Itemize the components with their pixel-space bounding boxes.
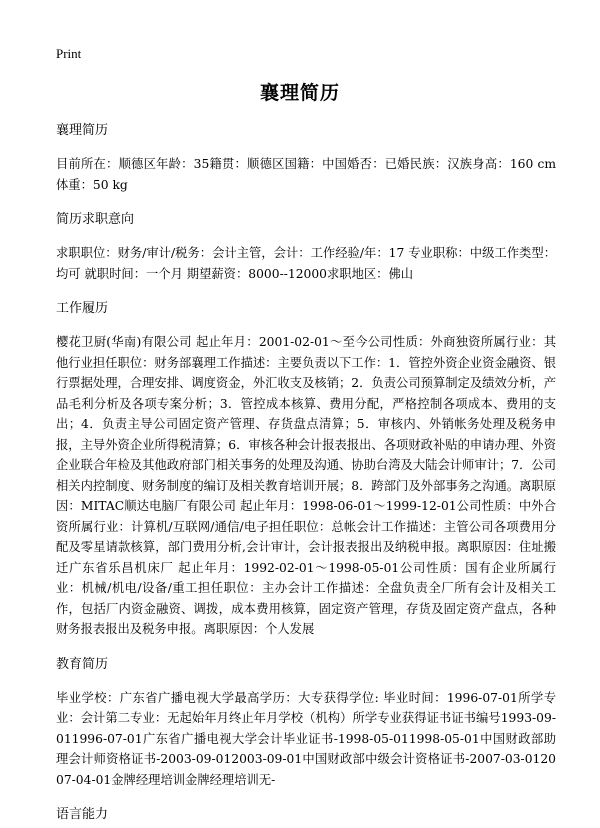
section-heading-job-intention: 简历求职意向 <box>56 212 135 227</box>
resume-content <box>56 120 556 826</box>
section-body-work-history: 樱花卫厨(华南)有限公司 起止年月：2001-02-01～至今公司性质：外商独资所属行业：其他行业担任职位：财务部襄理工作描述：主要负责以下工作：1．管控外资企业资金融资、银行票据处理，合理安排、调度资金，外汇收支及核销；2．负责公司预算制定及绩效分析，产品毛利分析及各项专案分析；3．管控成本核算、费用分配，严格控制各项成本、费用的支出；4．负责主导公司固定资产管理、存货盘点清算；5．审核内、外销帐务处理及税务申报，主导外资企业所得税清算；6．审核各种会计报表报出、各项财政补贴的申请办理、外资企业联合年检及其他政府部门相关事务的处理及沟通、协助台湾及大陆会计师审计；7．公司相关内控制度、财务制度的编订及相关教育培训开展；8．跨部门及外部事务之沟通。离职原因：MITAC顺达电脑厂有限公司 起止年月：1998-06-01～1999-12-01公司性质：中外合资所属行业：计算机/互联网/通信/电子担任职位：总帐会计工作描述：主管公司各项费用分配及零星请款核算，部门费用分析,会计审计，会计报表报出及纳税申报。离职原因：住址搬迁广东省乐昌机床厂 起止年月：1992-02-01～1998-05-01公司性质：国有企业所属行业：机械/机电/设备/重工担任职位：主办会计工作描述：全盘负责全厂所有会计及相关工作，包括厂内资金融资、调拨，成本费用核算，固定资产管理，存货及固定资产盘点，各种财务报表报出及税务申报。离职原因：个人发展 <box>56 335 556 636</box>
document-title: 襄理简历 <box>259 82 340 104</box>
section-heading-profile: 襄理简历 <box>56 123 109 138</box>
section-body-profile: 目前所在：顺德区年龄：35籍贯：顺德区国籍：中国婚否：已婚民族：汉族身高：160 cm体重：50 kg <box>56 157 556 192</box>
section-body-education: 毕业学校：广东省广播电视大学最高学历：大专获得学位: 毕业时间：1996-07-01所学专业：会计第二专业：无起始年月终止年月学校（机构）所学专业获得证书证书编号1993-09-011996-07-01广东省广播电视大学会计毕业证书-1998-05-011998-05-01中国财政部助理会计师资格证书-2003-09-012003-09-01中国财政部中级会计资格证书-2007-03-012007-04-01金牌经理培训金牌经理培训无- <box>56 690 556 787</box>
print-label: Print <box>56 46 82 61</box>
section-heading-language: 语言能力 <box>56 807 109 822</box>
section-body-job-intention: 求职职位：财务/审计/税务：会计主管，会计：工作经验/年：17 专业职称：中级工作类型：均可 就职时间：一个月 期望薪资：8000--12000求职地区：佛山 <box>56 246 556 281</box>
section-heading-education: 教育简历 <box>56 656 109 672</box>
section-heading-work-history: 工作履历 <box>56 301 109 316</box>
